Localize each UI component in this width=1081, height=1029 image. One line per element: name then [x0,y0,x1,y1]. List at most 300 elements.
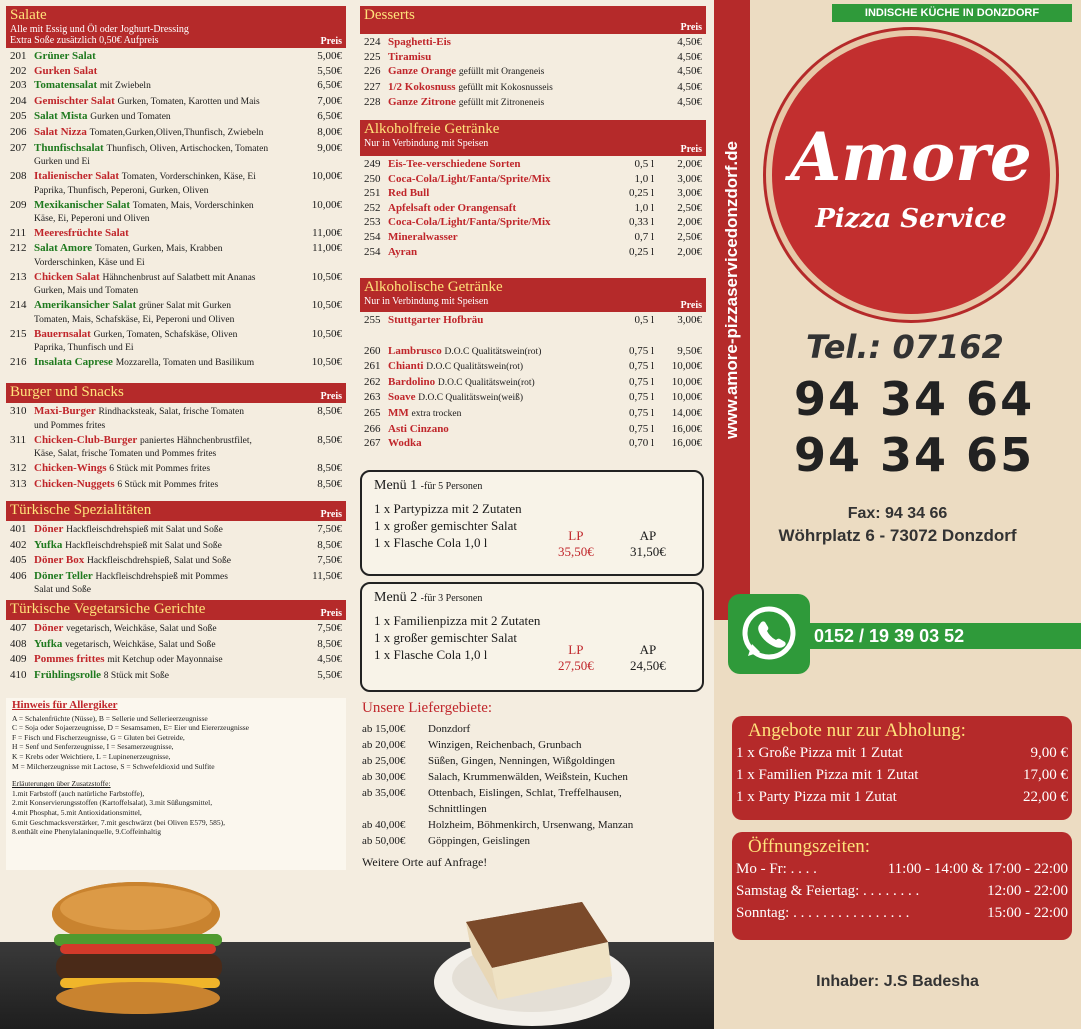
item-number: 266 [364,422,381,435]
item-description: Gurken, Tomaten, Schafskäse, Oliven [93,329,238,340]
item-number: 250 [364,172,381,185]
menu-item-row [364,375,702,391]
item-name: 1/2 Kokosnuss [388,80,456,93]
desserts-title: Desserts [364,7,415,23]
menu-item-row [10,569,342,585]
liefer-row [362,721,708,737]
whatsapp-icon[interactable] [728,594,810,674]
item-price: 11,50€ [312,569,342,582]
item-text [34,637,294,653]
item-description: Tomaten, Vorderschinken, Käse, Ei [121,172,256,183]
item-text [34,569,294,585]
item-number: 401 [10,523,27,535]
menu-item-row [10,94,342,110]
item-text [34,668,294,684]
menu2-box [360,582,704,692]
item-text [388,344,620,360]
oeffnung-box [732,832,1072,940]
menu-item-row [10,109,342,125]
item-text [34,621,294,637]
oeffnung-value: 15:00 - 22:00 [987,905,1068,921]
liefer-list [362,721,708,849]
item-name: Meeresfrüchte Salat [34,227,129,240]
liefer-title: Unsere Liefergebiete: [362,700,493,716]
item-description: Hähnchenbrust auf Salatbett mit Ananas [102,272,256,283]
menu-item-row [364,64,702,80]
item-name: Lambrusco [388,344,442,357]
item-description: extra trocken [411,408,462,419]
oeffnung-row [736,880,1068,902]
item-number: 407 [10,622,27,634]
burger-preis: Preis [320,391,342,402]
salate-header [6,6,346,48]
alkoholisch-header [360,278,706,312]
menu-item-row [10,433,342,449]
menu-item-row [364,313,702,328]
item-price: 10,00€ [671,360,702,373]
item-description: D.O.C Qualitätswein(rot) [426,362,524,373]
item-number: 261 [364,360,381,373]
menu-item-row [10,169,342,185]
item-description: Thunfisch, Oliven, Artischocken, Tomaten [106,143,269,154]
item-text [388,390,620,406]
item-number: 211 [10,227,27,240]
menu1-lp [558,528,594,560]
item-price: 4,50€ [677,65,702,78]
item-description: D.O.C Qualitätswein(rot) [437,377,535,388]
menu-item-row [364,344,702,360]
menu-item-row [10,477,342,493]
item-number: 207 [10,141,27,154]
item-number: 409 [10,653,27,666]
menu-line: 1 x Familienpizza mit 2 Zutaten [374,613,541,628]
item-text [34,64,294,79]
menu2-persons: -für 3 Personen [420,593,483,604]
allergy-line: K = Krebs oder Weichtiere, L = Lupinenerzeugnisse, [12,751,171,761]
oeffnung-value: 11:00 - 14:00 & 17:00 - 22:00 [887,861,1068,877]
menu-item-row [10,198,342,214]
item-name: Thunfischsalat [34,141,104,154]
item-number: 265 [364,406,381,419]
item-price: 4,50€ [677,36,702,48]
item-text [34,270,294,286]
item-name: Döner Box [34,554,85,567]
menu-item-row [364,230,702,245]
right-panel [714,0,1081,1029]
menu2-heading [374,590,690,606]
item-text [34,355,294,371]
item-text [388,201,620,216]
item-text [34,241,294,257]
angebote-row [736,786,1068,808]
item-description: D.O.C Qualitätswein(weiß) [418,393,523,404]
item-description: Hackfleischdrehspieß mit Salat und Soße [65,540,222,551]
item-description-cont: Gurken und Ei [34,157,90,168]
item-number: 313 [10,477,27,490]
allergy-line: 1.mit Farbstoff (auch natürliche Farbstoffe), [12,788,145,798]
item-name: Tomatensalat [34,79,98,92]
item-name: Tiramisu [388,50,432,63]
item-price: 10,50€ [311,327,342,340]
item-number: 205 [10,110,27,123]
alkoholisch-section [360,278,706,452]
menu-item-row [364,80,702,96]
item-volume: 0,75 l [628,391,654,404]
item-number: 201 [10,50,27,62]
item-price: 4,50€ [677,50,702,63]
item-text [388,313,620,328]
item-text [388,230,620,245]
angebote-row [736,764,1068,786]
menu2-title: Menü 2 [374,590,418,605]
menu-item-row [10,64,342,79]
website-url[interactable]: www.amore-pizzaservicedonzdorf.de [722,141,741,439]
item-text [34,198,294,214]
item-text [34,553,294,569]
indian-cuisine-badge: INDISCHE KÜCHE IN DONZDORF [832,4,1072,22]
item-volume: 0,7 l [634,230,654,243]
vegetarisch-title: Türkische Vegetarsiche Gerichte [10,601,206,617]
item-description: Tomaten,Gurken,Oliven,Thunfisch, Zwiebeln [89,127,264,138]
item-text [34,477,294,493]
item-number: 253 [364,216,381,229]
item-description: 8 Stück mit Soße [103,670,169,681]
menu-line: 1 x Flasche Cola 1,0 l [374,647,488,662]
item-price: 16,00€ [671,422,702,435]
item-description: Mozzarella, Tomaten und Basilikum [115,358,255,369]
item-number: 225 [364,50,381,63]
liefer-min-order: ab 25,00€ [362,755,406,767]
allergiker-box [6,698,346,870]
item-description: Hackfleischdrehspieß mit Pommes [95,571,228,582]
liefer-min-order: ab 30,00€ [362,771,406,783]
menu-item-row [364,406,702,422]
item-text [388,436,620,451]
oeffnung-list [736,858,1068,924]
item-volume: 0,75 l [628,360,654,373]
menu1-box [360,470,704,576]
item-description: Gurken, Tomaten, Karotten und Mais [117,96,260,107]
item-number: 312 [10,462,27,475]
item-name: Soave [388,391,416,404]
item-price: 2,50€ [677,201,702,214]
owner: Inhaber: J.S Badesha [816,973,979,990]
item-text [34,298,294,314]
item-description-cont: Tomaten, Mais, Schafskäse, Ei, Peperoni und Oliven [34,314,235,325]
item-name: Döner Teller [34,569,93,582]
item-name: Italienischer Salat [34,170,120,183]
tiramisu-overlay-image [432,882,632,1029]
item-name: Apfelsaft oder Orangensaft [388,201,517,214]
allergy-line: 4.mit Phosphat, 5.mit Antioxidationsmittel, [12,807,142,817]
alkoholisch-sub: Nur in Verbindung mit Speisen [364,296,489,307]
item-price: 8,50€ [317,462,342,475]
menu1-title: Menü 1 [374,478,418,493]
menu-item-row [10,461,342,477]
menu-item-row [364,245,702,260]
liefer-row [362,817,708,833]
liefer-places: Salach, Krummenwälden, Weißstein, Kuchen [428,771,628,783]
item-number: 209 [10,198,27,211]
item-name: Grüner Salat [34,50,96,62]
item-price: 8,00€ [317,125,342,138]
menu-line: 1 x großer gemischter Salat [374,518,517,533]
menu-line: 1 x Partypizza mit 2 Zutaten [374,501,522,516]
item-number: 212 [10,241,27,254]
angebote-title: Angebote nur zur Abholung: [748,720,966,741]
item-name: Coca-Cola/Light/Fanta/Sprite/Mix [388,216,551,229]
item-description-cont: Gurken, Mais und Tomaten [34,286,139,297]
item-number: 406 [10,569,27,582]
vegetarisch-header [6,600,346,620]
menu1-heading [374,478,690,494]
item-description: D.O.C Qualitätswein(rot) [444,346,542,357]
item-name: Döner [34,622,64,634]
liefer-row [362,801,708,817]
oeffnung-title: Öffnungszeiten: [748,836,871,857]
item-description: Rindhacksteak, Salat, frische Tomaten [98,407,245,417]
item-price: 10,00€ [671,375,702,388]
allergy-line: 2.mit Konservierungsstoffen (Kartoffelsalat), 3.mit Süßungsmittel, [12,798,213,808]
menu-item-row [10,652,342,668]
angebote-value: 17,00 € [1023,767,1068,783]
item-number: 224 [364,36,381,48]
item-name: Bardolino [388,375,436,388]
item-price: 7,00€ [317,94,342,107]
item-name: Ganze Orange [388,65,457,78]
phone-number-2[interactable]: 94 34 65 [794,428,1035,482]
salate-preis: Preis [320,36,342,47]
alkoholfrei-sub: Nur in Verbindung mit Speisen [364,138,489,149]
liefer-min-order: ab 40,00€ [362,819,406,831]
item-description-cont: Salat und Soße [34,585,91,596]
item-number: 402 [10,538,27,551]
item-number: 228 [364,96,381,109]
item-volume: 0,75 l [628,406,654,419]
item-description: gefüllt mit Kokosnusseis [458,82,553,93]
item-number: 203 [10,79,27,92]
menu-item-row [364,390,702,406]
item-number: 208 [10,170,27,183]
item-number: 262 [364,375,381,388]
item-name: Yufka [34,637,63,650]
item-name: Yufka [34,538,63,551]
item-text [34,226,294,241]
liefer-min-order [362,801,428,817]
burger-overlay-image [40,878,240,1028]
item-price: 10,00€ [311,170,342,183]
item-number: 311 [10,433,27,446]
item-text [34,125,294,141]
item-price: 3,00€ [677,172,702,185]
item-name: Red Bull [388,187,430,200]
logo-sub: Pizza Service [815,204,1007,234]
burger-list [6,403,346,493]
item-price: 5,50€ [317,668,342,681]
item-text [388,157,620,172]
item-text [34,433,294,449]
menu-item-row [10,298,342,314]
oeffnung-row [736,858,1068,880]
menu-item-row [10,49,342,64]
oeffnung-label: Sonntag: . . . . . . . . . . . . . . . . [736,905,910,921]
allergy-line: F = Fisch und Fischerzeugnisse, G = Gluten bei Getreide, [12,732,185,742]
item-text [388,245,620,260]
allergy-line: A = Schalenfrüchte (Nüsse), B = Sellerie und Sellerieerzeugnisse [12,713,208,723]
item-name: Amerikansicher Salat [34,299,137,312]
item-text [34,522,294,538]
vegetarisch-section [6,600,346,684]
item-description: gefüllt mit Zitroneneis [458,98,545,109]
item-name: Stuttgarter Hofbräu [388,314,484,326]
tuerkisch-title: Türkische Spezialitäten [10,502,152,518]
angebote-row [736,742,1068,764]
item-price: 10,00€ [311,198,342,211]
item-name: Döner [34,523,64,535]
item-price: 9,50€ [677,344,702,357]
item-text [388,172,620,187]
item-name: Ganze Zitrone [388,96,456,109]
menu-item-row [10,553,342,569]
menu-item-row [364,201,702,216]
liefer-places: Winzigen, Reichenbach, Grunbach [428,739,582,751]
item-text [388,422,620,437]
menu-item-row [10,621,342,637]
menu1-lp-label: LP [568,528,584,543]
salate-title: Salate [10,7,47,23]
item-price: 10,50€ [311,299,342,312]
wine-list [360,343,706,452]
item-number: 254 [364,245,381,258]
menu2-lp-value: 27,50€ [558,658,594,673]
item-number: 255 [364,314,381,326]
angebote-box [732,716,1072,820]
item-text [34,49,294,64]
item-description-cont: Vorderschinken, Käse und Ei [34,257,145,268]
item-name: Frühlingsrolle [34,668,102,681]
item-name: Salat Amore [34,241,93,254]
item-description-cont: Käse, Salat, frische Tomaten und Pommes frites [34,449,217,460]
tuerkisch-list [6,521,346,598]
item-description: 6 Stück mit Pommes frites [109,464,211,475]
burger-section [6,383,346,493]
item-description: Gurken und Tomaten [90,112,171,123]
item-description: Tomaten, Mais, Vorderschinken [132,200,254,211]
item-name: Gemischter Salat [34,94,115,107]
item-text [388,35,654,50]
item-name: Chianti [388,360,424,373]
menu-item-row [364,50,702,65]
item-name: Chicken-Club-Burger [34,433,138,446]
item-number: 227 [364,80,381,93]
menu-item-row [10,141,342,157]
item-price: 3,00€ [677,187,702,200]
angebote-value: 9,00 € [1030,745,1068,761]
item-text [388,80,654,96]
phone-number-1[interactable]: 94 34 64 [794,372,1035,426]
alkoholfrei-title: Alkoholfreie Getränke [364,121,500,137]
angebote-label: 1 x Große Pizza mit 1 Zutat [736,745,903,761]
item-number: 410 [10,668,27,681]
item-name: Asti Cinzano [388,422,449,435]
menu-item-row [10,125,342,141]
item-name: Chicken-Nuggets [34,477,115,490]
desserts-section [360,6,706,112]
item-text [388,359,620,375]
menu-item-row [364,359,702,375]
item-text [34,109,294,125]
menu2-ap-label: AP [639,642,657,657]
oeffnung-label: Mo - Fr: . . . . [736,861,817,877]
item-name: Chicken Salat [34,270,100,283]
item-number: 214 [10,299,27,312]
salate-sub1: Alle mit Essig und Öl oder Joghurt-Dressing [10,24,189,35]
item-volume: 0,75 l [628,375,654,388]
item-name: Eis-Tee-verschiedene Sorten [388,158,521,170]
item-price: 2,50€ [677,230,702,243]
item-text [388,95,654,111]
whatsapp-number[interactable]: 0152 / 19 39 03 52 [814,626,965,646]
item-price: 7,50€ [317,554,342,567]
item-volume: 0,75 l [628,344,654,357]
tel-label: Tel.: 07162 [806,328,1004,366]
item-number: 310 [10,405,27,417]
liefer-places: Holzheim, Böhmenkirch, Ursenwang, Manzan [428,819,634,831]
item-number: 251 [364,187,381,200]
item-price: 3,00€ [677,314,702,326]
item-number: 216 [10,356,27,369]
liefer-more: Weitere Orte auf Anfrage! [362,855,488,869]
item-description: 6 Stück mit Pommes frites [117,479,219,490]
item-text [34,652,294,668]
alkoholfrei-list [360,156,706,260]
item-number: 202 [10,64,27,77]
item-name: Chicken-Wings [34,462,107,475]
menu-item-row [10,355,342,371]
item-number: 408 [10,637,27,650]
menu-item-row [364,95,702,111]
item-number: 215 [10,327,27,340]
item-number: 260 [364,344,381,357]
item-price: 10,50€ [311,270,342,283]
item-number: 206 [10,125,27,138]
menu1-persons: -für 5 Personen [420,481,483,492]
item-text [34,404,294,420]
allergy-line: M = Milcherzeugnisse mit Lactose, S = Schwefeldioxid und Sulfite [12,761,215,771]
menu-item-row [10,270,342,286]
menu2-ap-value: 24,50€ [630,658,666,673]
item-price: 6,50€ [317,79,342,92]
item-price: 8,50€ [317,538,342,551]
item-name: Insalata Caprese [34,356,113,369]
allergy-line: C = Soja oder Sojaerzeugnisse, D = Sesamsamen, E= Eier und Eiererzeugnisse [12,723,250,733]
item-description: paniertes Hähnchenbrustfilet, [140,435,252,446]
item-description: Tomaten, Gurken, Mais, Krabben [94,243,223,254]
item-name: Gurken Salat [34,64,98,77]
item-volume: 0,75 l [628,422,654,435]
menu-item-row [364,215,702,230]
item-text [388,186,620,201]
item-description-cont: Paprika, Thunfisch, Peperoni, Gurken, Oliven [34,185,209,196]
vegetarisch-preis: Preis [320,608,342,619]
angebote-list [736,742,1068,808]
item-description: Hackfleischdrehspieß mit Salat und Soße [66,525,223,535]
item-description: mit Zwiebeln [99,81,151,92]
item-volume: 1,0 l [634,201,654,214]
menu-item-row [364,422,702,437]
item-volume: 0,5 l [634,314,654,326]
fax-number: Fax: 94 34 66 [847,505,948,522]
